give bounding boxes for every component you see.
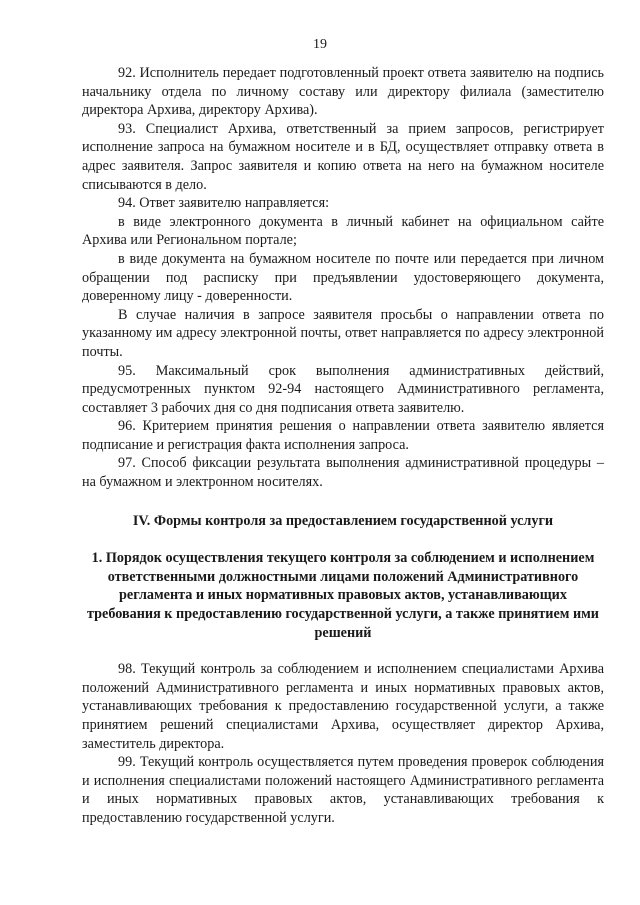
- paragraph-92: 92. Исполнитель передает подготовленный проект ответа заявителю на подпись начальнику отдела по личному составу или директору филиала (заместителю директора Архива, директору Архива).: [82, 65, 604, 119]
- paragraph-94-option-electronic: в виде электронного документа в личный кабинет на официальном сайте Архива или Региональном портале;: [82, 213, 604, 249]
- paragraph-97: 97. Способ фиксации результата выполнения административной процедуры – на бумажном и электронном носителях.: [82, 455, 604, 491]
- section-title: IV. Формы контроля за предоставлением государственной услуги: [132, 512, 554, 529]
- spacer: [82, 492, 604, 512]
- paragraph-93: 93. Специалист Архива, ответственный за прием запросов, регистрирует исполнение запроса на бумажном носителе и в БД, осуществляет отправку ответа в адрес заявителя. Запрос заявителя и копию ответа на него на бумажном носителе списываются в дело.: [82, 120, 604, 193]
- paragraph-94-email-case: В случае наличия в запросе заявителя просьбы о направлении ответа по указанному им адресу электронной почты, ответ направляется по адресу электронной почты.: [82, 306, 604, 360]
- paragraph-98: 98. Текущий контроль за соблюдением и исполнением специалистами Архива положений Административного регламента и иных нормативных правовых актов, устанавливающих требования к предоставлению государственной услуги, а также принятием решений специалистами Архива, осуществляет директор Архива, заместитель директора.: [82, 661, 604, 752]
- page-number: 19: [313, 37, 327, 52]
- document-body: [82, 64, 604, 828]
- paragraph-95: 95. Максимальный срок выполнения административных действий, предусмотренных пунктом 92-94 настоящего Административного регламента, составляет 3 рабочих дня со дня подписания ответа заявителю.: [82, 362, 604, 416]
- paragraph-94: 94. Ответ заявителю направляется:: [118, 195, 330, 212]
- paragraph-94-option-paper: в виде документа на бумажном носителе по почте или передается при личном обращении под расписку при предъявлении удостоверяющего документа, доверенному лицу - доверенности.: [82, 250, 604, 305]
- subsection-title: 1. Порядок осуществления текущего контроля за соблюдением и исполнением ответственными должностными лицами положений Административного регламента и иных нормативных правовых актов, устанавливающих требования к предоставлению государственной услуги, а также принятием ими решений: [87, 550, 599, 641]
- paragraph-99: 99. Текущий контроль осуществляется путем проведения проверок соблюдения и исполнения специалистами положений настоящего Административного регламента и иных нормативных правовых актов, устанавливающих требования к предоставлению государственной услуги.: [82, 754, 604, 826]
- spacer: [82, 530, 604, 549]
- paragraph-96: 96. Критерием принятия решения о направлении ответа заявителю является подписание и регистрация факта исполнения запроса.: [82, 418, 604, 453]
- spacer: [82, 642, 604, 660]
